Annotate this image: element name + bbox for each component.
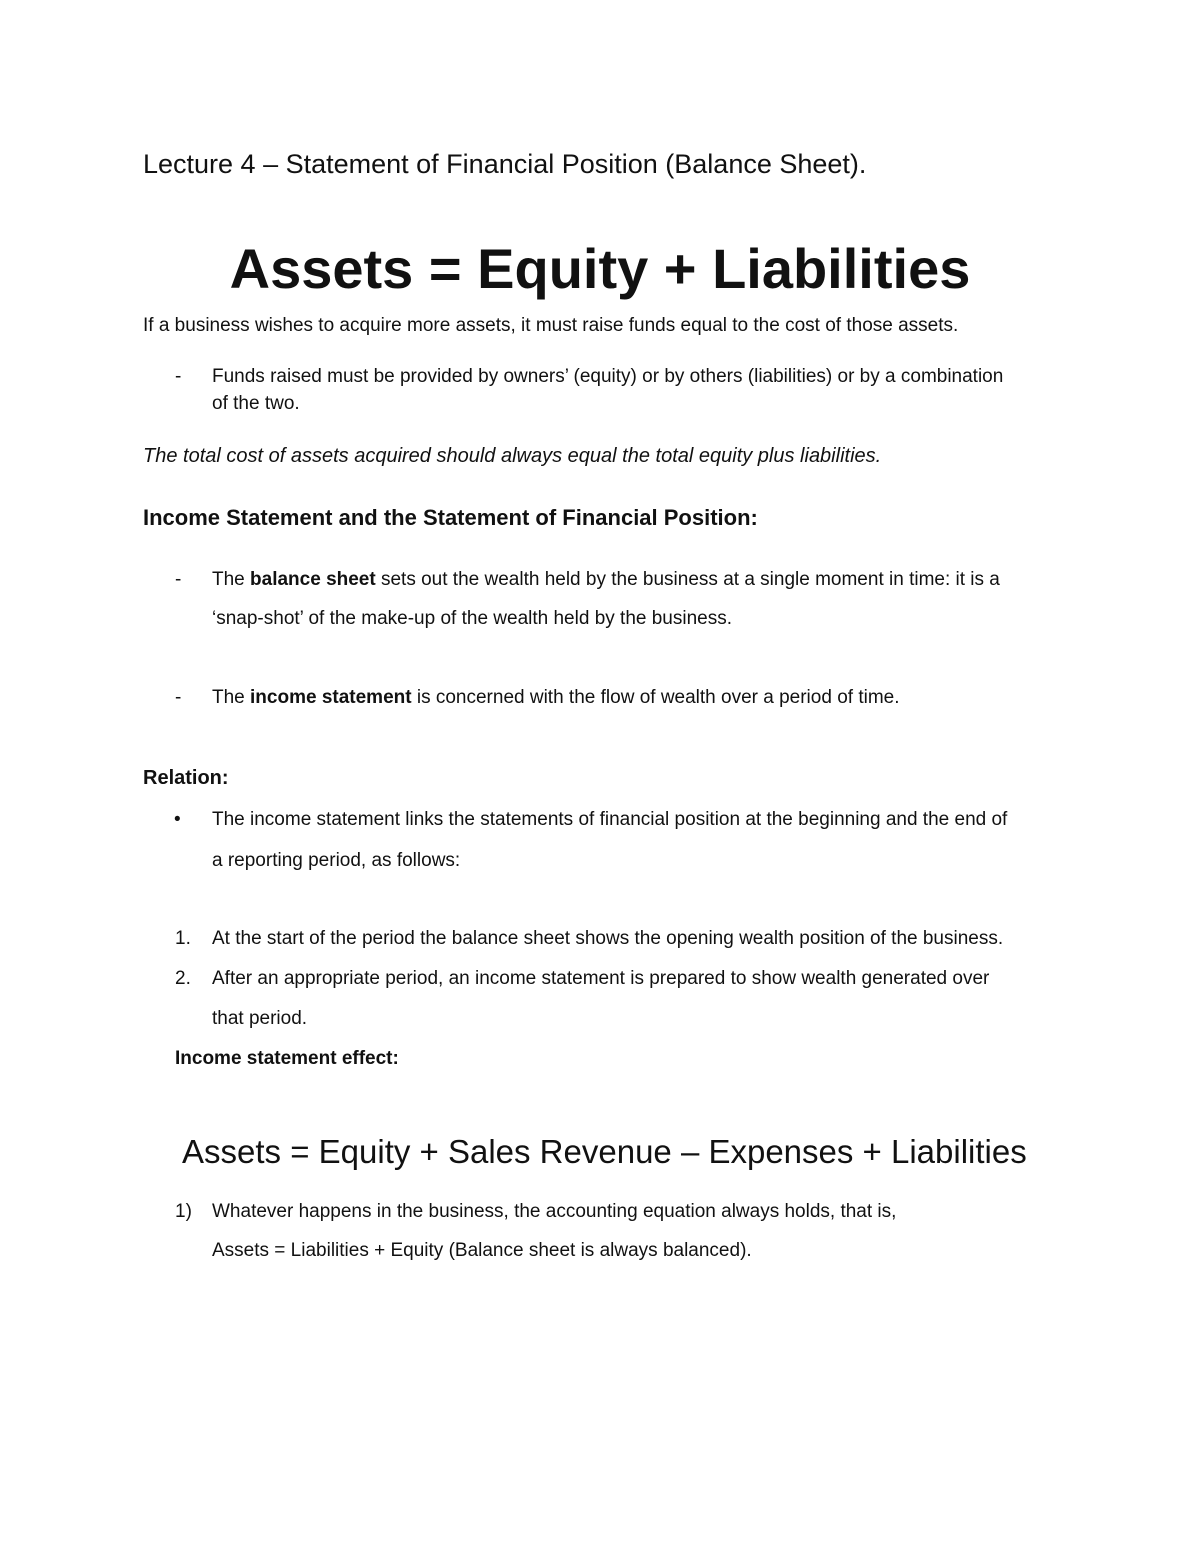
relation-bullet-line2: a reporting period, as follows: bbox=[212, 850, 461, 871]
step-1-number: 1. bbox=[175, 928, 191, 949]
balance-item-prefix: The bbox=[212, 569, 251, 590]
relation-heading: Relation: bbox=[143, 767, 229, 789]
balance-sheet-term: balance sheet bbox=[250, 569, 376, 590]
final-item-number: 1) bbox=[175, 1201, 192, 1222]
income-item-marker: - bbox=[175, 687, 182, 708]
effect-heading: Income statement effect: bbox=[175, 1048, 399, 1069]
lecture-title: Lecture 4 – Statement of Financial Position (Balance Sheet). bbox=[143, 149, 867, 179]
balance-item-line1 bbox=[212, 567, 1000, 593]
intro-text: If a business wishes to acquire more assets, it must raise funds equal to the cost of those assets. bbox=[143, 315, 959, 336]
income-item-prefix: The bbox=[212, 687, 251, 708]
section-heading: Income Statement and the Statement of Financial Position: bbox=[143, 505, 758, 530]
income-statement-term: income statement bbox=[250, 687, 412, 708]
step-1-text: At the start of the period the balance sheet shows the opening wealth position of the business. bbox=[212, 928, 1004, 949]
balance-item-rest: sets out the wealth held by the business at a single moment in time: it is a bbox=[375, 569, 1000, 590]
relation-bullet-line1: The income statement links the statements of financial position at the beginning and the end of bbox=[212, 809, 1008, 830]
step-2-line1: After an appropriate period, an income statement is prepared to show wealth generated over bbox=[212, 968, 990, 989]
income-item-line bbox=[212, 685, 900, 711]
funds-item-marker: - bbox=[175, 366, 182, 387]
italic-note: The total cost of assets acquired should always equal the total equity plus liabilities. bbox=[143, 445, 882, 467]
balance-item-marker: - bbox=[175, 569, 182, 590]
balance-item-line2: ‘snap-shot’ of the make-up of the wealth held by the business. bbox=[212, 608, 732, 629]
second-equation: Assets = Equity + Sales Revenue – Expenses + Liabilities bbox=[182, 1133, 1027, 1170]
income-item-rest: is concerned with the flow of wealth over a period of time. bbox=[411, 687, 900, 708]
step-2-number: 2. bbox=[175, 968, 191, 989]
step-2-line2: that period. bbox=[212, 1008, 308, 1029]
main-equation: Assets = Equity + Liabilities bbox=[229, 237, 971, 300]
funds-item-line2: of the two. bbox=[212, 393, 300, 414]
final-item-line2: Assets = Liabilities + Equity (Balance sheet is always balanced). bbox=[212, 1240, 752, 1261]
final-item-line1: Whatever happens in the business, the accounting equation always holds, that is, bbox=[212, 1201, 897, 1222]
bullet-dot-icon: • bbox=[174, 809, 181, 830]
funds-item-line1: Funds raised must be provided by owners’ (equity) or by others (liabilities) or by a combination bbox=[212, 366, 1004, 387]
